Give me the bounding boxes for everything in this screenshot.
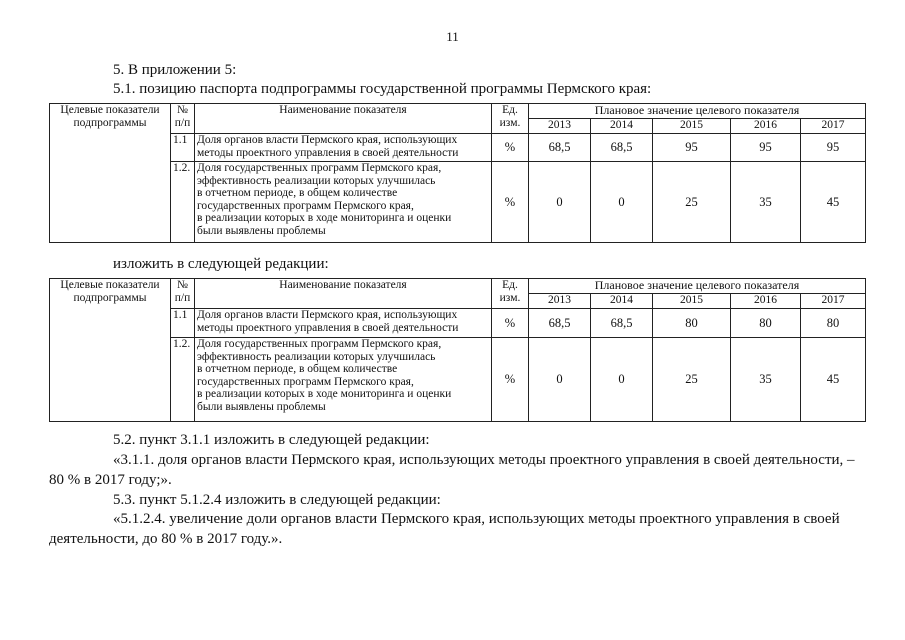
row-value: 80 (801, 309, 866, 338)
row-value: 35 (731, 338, 801, 422)
item-5-3-heading: 5.3. пункт 5.1.2.4 изложить в следующей редакции: (113, 492, 441, 508)
row-value: 35 (731, 162, 801, 243)
header-year: 2015 (653, 119, 731, 134)
header-year: 2015 (653, 294, 731, 309)
row-unit: % (492, 338, 529, 422)
header-year: 2013 (529, 294, 591, 309)
item-5-3-text-line-1: «5.1.2.4. увеличение доли органов власти Пермского края, использующих методы проектного управления в своей (113, 511, 840, 527)
row-value: 68,5 (591, 134, 653, 162)
row-value: 80 (731, 309, 801, 338)
row-name: Доля государственных программ Пермского края, эффективность реализации которых улучшилась в отчетном периоде, в общем количестве государственных программ Пермского края, в реализации которых в ходе мониторинга и оценки были выявлены проблемы (195, 162, 492, 243)
item-5-3-text-line-2: деятельности, до 80 % в 2017 году.». (49, 531, 283, 547)
row-num: 1.1 (171, 134, 195, 162)
header-targets: Целевые показатели подпрограммы (50, 104, 171, 243)
header-plan: Плановое значение целевого показателя (529, 279, 866, 294)
item-5-1-heading: 5.1. позицию паспорта подпрограммы государственной программы Пермского края: (113, 81, 652, 97)
header-year: 2014 (591, 119, 653, 134)
header-plan: Плановое значение целевого показателя (529, 104, 866, 119)
header-unit: Ед. изм. (492, 104, 529, 134)
row-value: 95 (801, 134, 866, 162)
header-year: 2016 (731, 119, 801, 134)
row-name: Доля органов власти Пермского края, использующих методы проектного управления в своей деятельности (195, 309, 492, 338)
row-num: 1.2. (171, 338, 195, 422)
row-unit: % (492, 162, 529, 243)
table-row (50, 134, 866, 162)
header-year: 2017 (801, 294, 866, 309)
between-text: изложить в следующей редакции: (113, 256, 329, 272)
item-5-2-text-line-1: «3.1.1. доля органов власти Пермского края, использующих методы проектного управления в своей деятельности, – (113, 452, 855, 468)
row-value: 45 (801, 338, 866, 422)
header-name: Наименование показателя (195, 279, 492, 309)
row-value: 68,5 (529, 309, 591, 338)
row-value: 95 (731, 134, 801, 162)
item-5-2-text-line-2: 80 % в 2017 году;». (49, 472, 172, 488)
row-value: 0 (591, 162, 653, 243)
header-name: Наименование показателя (195, 104, 492, 134)
row-value: 95 (653, 134, 731, 162)
row-num: 1.1 (171, 309, 195, 338)
passport-table-new (49, 278, 866, 422)
row-unit: % (492, 134, 529, 162)
row-value: 80 (653, 309, 731, 338)
row-name: Доля государственных программ Пермского края, эффективность реализации которых улучшилась в отчетном периоде, в общем количестве государственных программ Пермского края, в реализации которых в ходе мониторинга и оценки были выявлены проблемы (195, 338, 492, 422)
row-unit: % (492, 309, 529, 338)
item-5-heading: 5. В приложении 5: (113, 62, 237, 78)
row-value: 68,5 (529, 134, 591, 162)
header-num: № п/п (171, 279, 195, 309)
row-value: 0 (529, 338, 591, 422)
row-num: 1.2. (171, 162, 195, 243)
header-targets: Целевые показатели подпрограммы (50, 279, 171, 422)
row-value: 45 (801, 162, 866, 243)
row-value: 25 (653, 338, 731, 422)
header-year: 2017 (801, 119, 866, 134)
header-year: 2016 (731, 294, 801, 309)
row-value: 0 (529, 162, 591, 243)
header-unit: Ед. изм. (492, 279, 529, 309)
header-year: 2013 (529, 119, 591, 134)
row-name: Доля органов власти Пермского края, использующих методы проектного управления в своей деятельности (195, 134, 492, 162)
row-value: 25 (653, 162, 731, 243)
table-row (50, 309, 866, 338)
table-row (50, 338, 866, 422)
passport-table-old (49, 103, 866, 243)
header-num: № п/п (171, 104, 195, 134)
row-value: 68,5 (591, 309, 653, 338)
item-5-2-heading: 5.2. пункт 3.1.1 изложить в следующей редакции: (113, 432, 430, 448)
row-value: 0 (591, 338, 653, 422)
page-number: 11 (446, 29, 459, 44)
header-year: 2014 (591, 294, 653, 309)
table-row (50, 162, 866, 243)
